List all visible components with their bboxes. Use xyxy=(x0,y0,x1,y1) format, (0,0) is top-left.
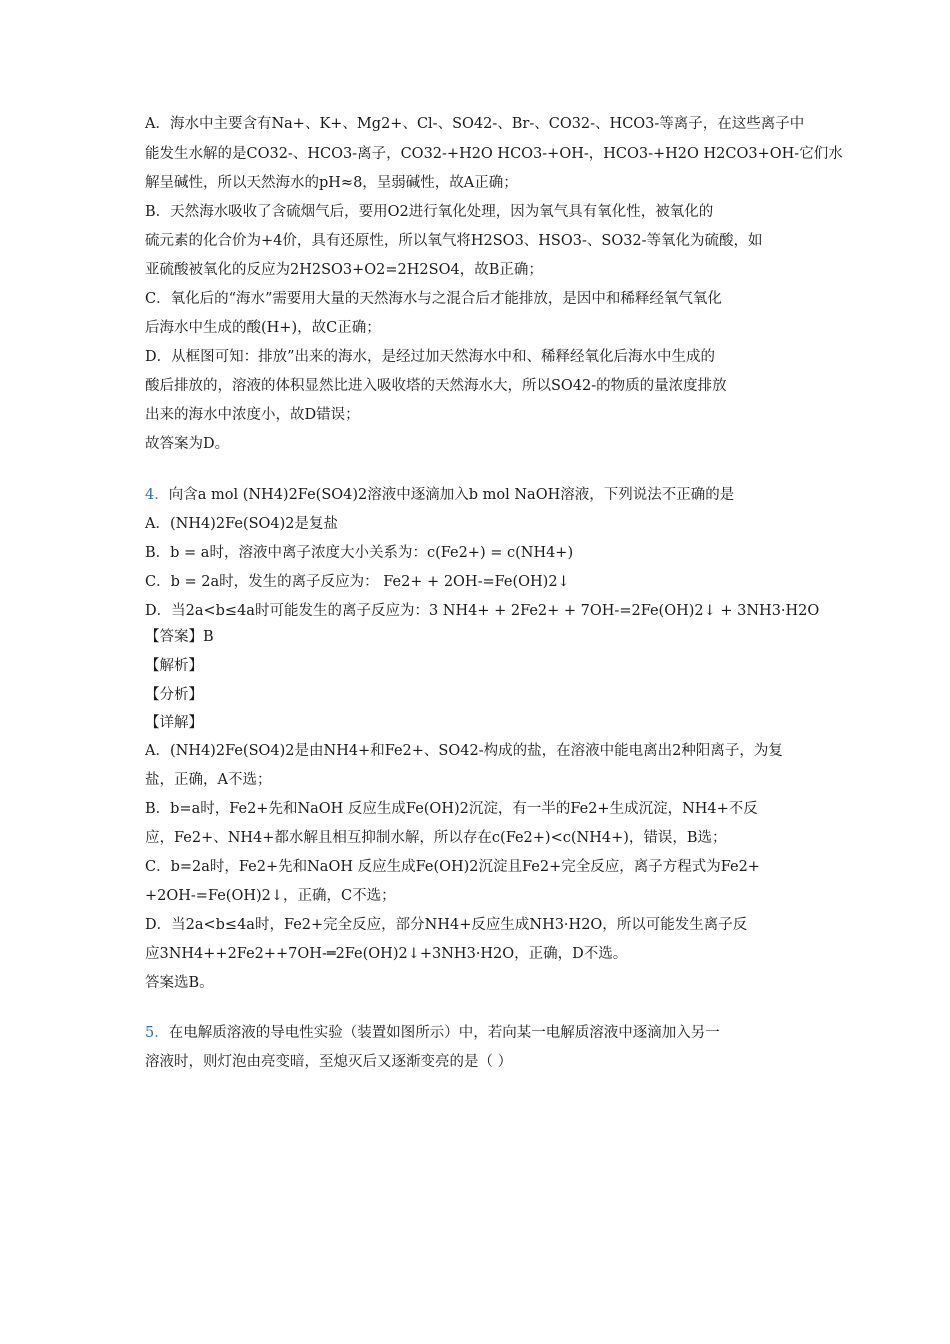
text-line: A．(NH4)2Fe(SO4)2是由NH4+和Fe2+、SO42-构成的盐，在溶液中能电离出2种阳离子，为复 xyxy=(145,743,783,759)
text-line: B．b=a时，Fe2+先和NaOH 反应生成Fe(OH)2沉淀，有一半的Fe2+生成沉淀，NH4+不反 xyxy=(145,801,758,817)
detail-heading: 【详解】 xyxy=(145,715,203,731)
text-line: 应，Fe2+、NH4+都水解且相互抑制水解，所以存在c(Fe2+)<c(NH4+)，错误，B选； xyxy=(145,830,727,846)
option-d: D．当2a<b≤4a时可能发生的离子反应为：3 NH4+ + 2Fe2+ + 7OH-=2Fe(OH)2↓ + 3NH3·H2O xyxy=(145,603,820,619)
option-a: A．(NH4)2Fe(SO4)2是复盐 xyxy=(145,516,339,532)
text-line: 故答案为D。 xyxy=(145,436,230,452)
text-line: A．海水中主要含有Na+、K+、Mg2+、Cl-、SO42-、Br-、CO32-、HCO3-等离子，在这些离子中 xyxy=(145,116,805,132)
question-5-stem: 5．在电解质溶液的导电性实验（装置如图所示）中，若向某一电解质溶液中逐滴加入另一 xyxy=(145,1025,720,1041)
answer-heading: 【答案】B xyxy=(145,629,214,645)
question-4-stem: 4．向含a mol (NH4)2Fe(SO4)2溶液中逐滴加入b mol NaOH溶液，下列说法不正确的是 xyxy=(145,487,735,503)
analysis-subheading: 【分析】 xyxy=(145,687,203,703)
option-c: C．b = 2a时，发生的离子反应为： Fe2+ + 2OH-=Fe(OH)2↓ xyxy=(145,574,570,590)
text-line: 后海水中生成的酸(H+)，故C正确； xyxy=(145,320,381,336)
text-line: 能发生水解的是CO32-、HCO3-离子，CO32-+H2O HCO3-+OH-，HCO3-+H2O H2CO3+OH-它们水 xyxy=(145,146,843,162)
text-line: 出来的海水中浓度小，故D错误； xyxy=(145,407,360,423)
text-line: 硫元素的化合价为+4价，具有还原性，所以氧气将H2SO3、HSO3-、SO32-等氧化为硫酸，如 xyxy=(145,233,763,249)
analysis-heading: 【解析】 xyxy=(145,658,203,674)
text-line: B．天然海水吸收了含硫烟气后，要用O2进行氧化处理，因为氧气具有氧化性，被氧化的 xyxy=(145,204,714,220)
text-line: D．从框图可知：排放”出来的海水，是经过加天然海水中和、稀释经氧化后海水中生成的 xyxy=(145,349,716,365)
text-line: 答案选B。 xyxy=(145,975,214,991)
text-line: 酸后排放的，溶液的体积显然比进入吸收塔的天然海水大，所以SO42-的物质的量浓度排放 xyxy=(145,378,727,394)
text-line: D．当2a<b≤4a时，Fe2+完全反应，部分NH4+反应生成NH3·H2O，所以可能发生离子反 xyxy=(145,917,748,933)
text-line: 亚硫酸被氧化的反应为2H2SO3+O2=2H2SO4，故B正确； xyxy=(145,262,543,278)
text-line: 溶液时，则灯泡由亮变暗，至熄灭后又逐渐变亮的是（ ） xyxy=(145,1054,513,1070)
option-b: B．b = a时，溶液中离子浓度大小关系为：c(Fe2+) = c(NH4+) xyxy=(145,545,574,561)
text-line: 解呈碱性，所以天然海水的pH≈8，呈弱碱性，故A正确； xyxy=(145,175,518,191)
text-line: 应3NH4++2Fe2++7OH-═2Fe(OH)2↓+3NH3·H2O，正确，D不选。 xyxy=(145,946,628,962)
text-line: 盐，正确，A不选； xyxy=(145,772,272,788)
text-line: C．b=2a时，Fe2+先和NaOH 反应生成Fe(OH)2沉淀且Fe2+完全反应，离子方程式为Fe2+ xyxy=(145,859,760,875)
text-line: +2OH-=Fe(OH)2↓，正确，C不选； xyxy=(145,888,396,904)
text-line: C．氧化后的“海水”需要用大量的天然海水与之混合后才能排放，是因中和稀释经氧气氧化 xyxy=(145,291,722,307)
